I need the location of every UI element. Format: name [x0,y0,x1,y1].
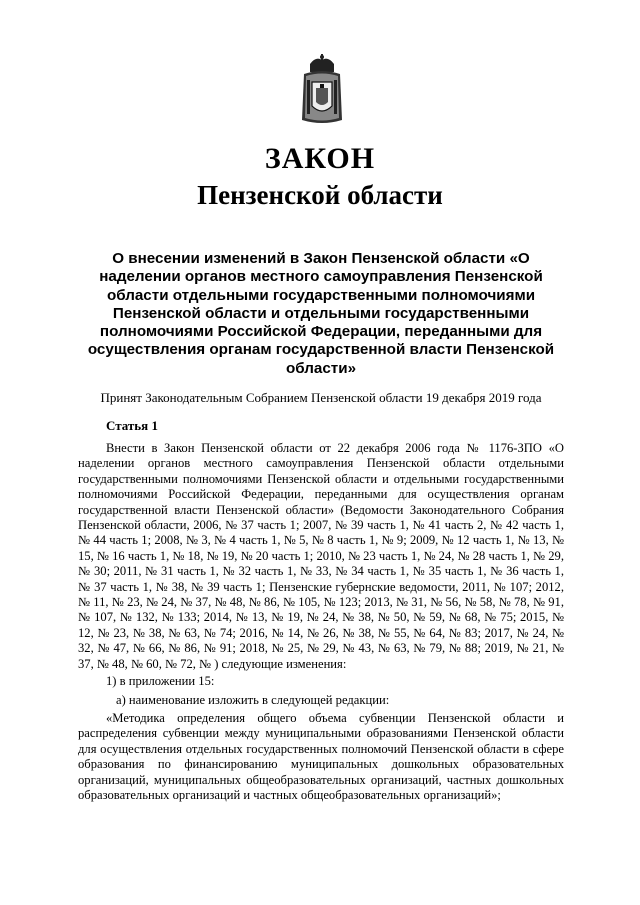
adoption-line: Принят Законодательным Собранием Пензенской области 19 декабря 2019 года [100,390,542,405]
law-subject: О внесении изменений в Закон Пензенской области «О наделении органов местного самоуправления Пензенской области отдельными государственными полномочиями Пензенской области и отдельными государственными полномочиями Российской Федерации, переданными для осуществления органам государственной власти Пензенской области» [87,250,555,377]
list-item-1a: а) наименование изложить в следующей редакции: [116,692,390,707]
article-body [78,441,564,803]
coat-of-arms-icon [296,54,348,126]
document-region: Пензенской области [197,180,443,210]
quoted-paragraph: «Методика определения общего объема субвенции Пензенской области и распределения субвенции между муниципальными образованиями Пензенской области для осуществления отдельных государственных полномочий Пензенской области в сфере образования по финансированию муниципальных дошкольных образовательных организаций, муниципальных общеобразовательных организаций, частных дошкольных образовательных организаций и частных общеобразовательных организаций»; [78,710,564,802]
main-paragraph: Внести в Закон Пензенской области от 22 декабря 2006 года № 1176-ЗПО «О наделении органов местного самоуправления Пензенской области отдельными государственными полномочиями Пензенской области и отдельными государственными полномочиями Российской Федерации, переданными для осуществления органам государственной власти Пензенской области» (Ведомости Законодательного Собрания Пензенской области, 2006, № 37 часть 1; 2007, № 39 часть 1, № 41 часть 2, № 42 часть 1, № 44 часть 1; 2008, № 3, № 4 часть 1, № 5, № 8 часть 1, № 9; 2009, № 12 часть 1, № 13, № 15, № 16 часть 1, № 18, № 19, № 20 часть 1; 2010, № 23 часть 1, № 24, № 28 часть 1, № 29, № 30; 2011, № 31 часть 1, № 32 часть 1, № 33, № 34 часть 1, № 35 часть 1, № 36 часть 1, № 37 часть 1, № 38, № 39 часть 1; Пензенские губернские ведомости, 2011, № 107; 2012, № 11, № 23, № 24, № 37, № 48, № 86, № 105, № 123; 2013, № 31, № 56, № 58, № 78, № 91, № 107, № 132, № 133; 2014, № 13, № 19, № 24, № 38, № 50, № 59, № 68, № 75; 2015, № 12, № 23, № 38, № 63, № 74; 2016, № 14, № 26, № 38, № 55, № 64, № 83; 2017, № 24, № 32, № 47, № 66, № 86, № 91; 2018, № 25, № 29, № 43, № 63, № 79, № 88; 2019, № 21, № 37, № 48, № 60, № 72, № ) следующие изменения: [78,441,564,671]
document-title: ЗАКОН [264,142,376,175]
article-heading: Статья 1 [106,418,158,433]
list-item-1: 1) в приложении 15: [106,674,215,689]
